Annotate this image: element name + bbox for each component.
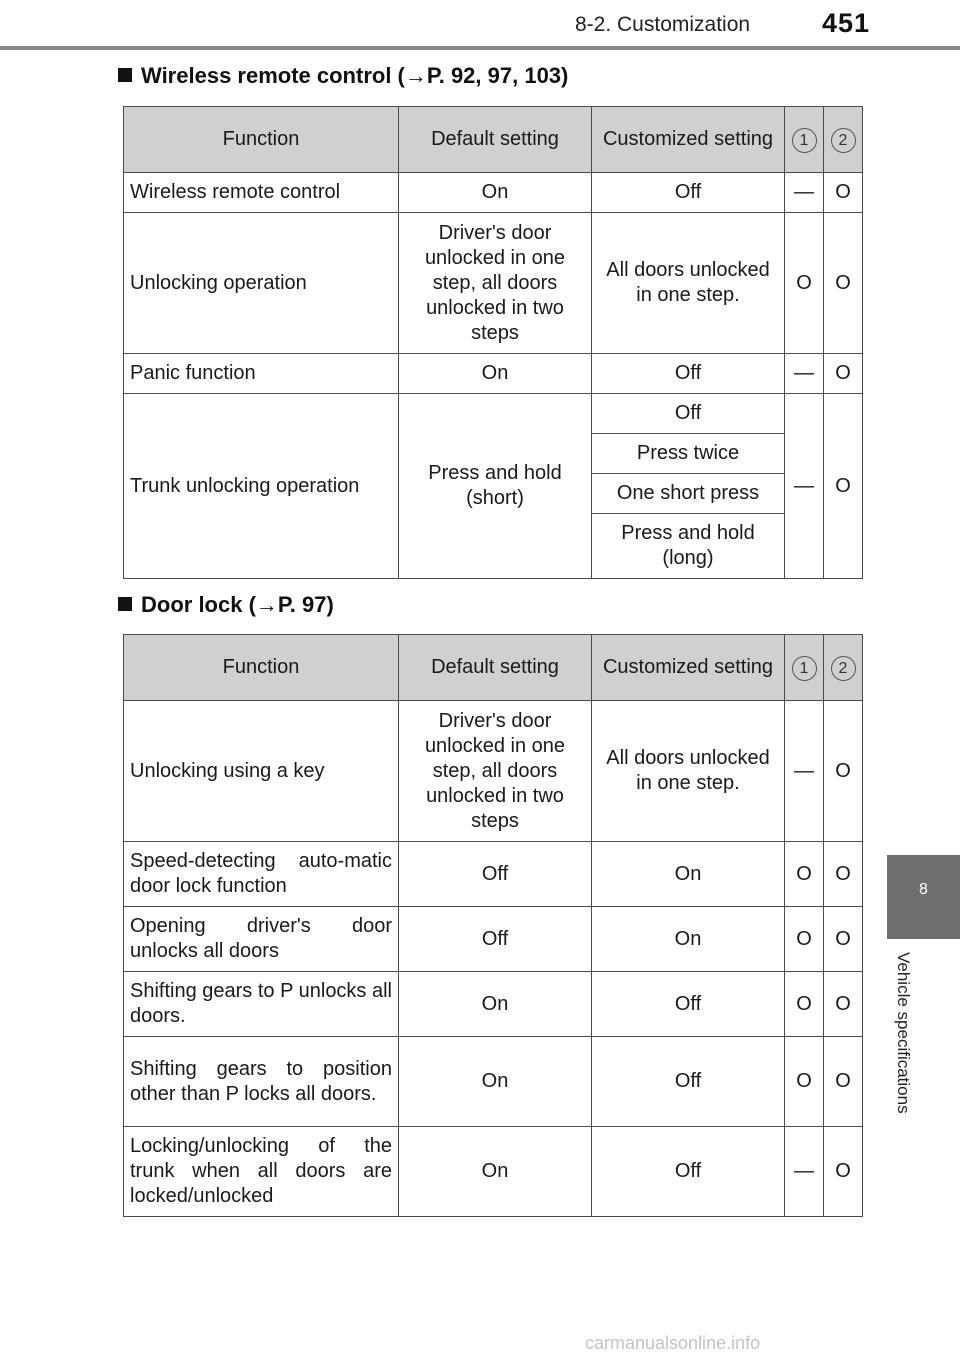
cell-customized: Off — [592, 972, 785, 1037]
cell-customized-option: Press and hold (long) — [592, 514, 785, 579]
table-row — [124, 972, 863, 1037]
table-row — [124, 394, 863, 434]
cell-mode-2: O — [824, 213, 863, 354]
cell-default: Off — [399, 907, 592, 972]
section-title-text: Door lock ( — [141, 592, 256, 617]
table-row — [124, 1037, 863, 1127]
header-default: Default setting — [399, 635, 592, 701]
section-title-text: Wireless remote control ( — [141, 63, 405, 88]
square-bullet-icon — [118, 597, 132, 611]
square-bullet-icon — [118, 68, 132, 82]
header-mode-1 — [785, 107, 824, 173]
cell-default: On — [399, 1127, 592, 1217]
table-row — [124, 1127, 863, 1217]
cell-mode-1: O — [785, 213, 824, 354]
header-function: Function — [124, 635, 399, 701]
cell-customized: Off — [592, 1037, 785, 1127]
header-mode-2 — [824, 107, 863, 173]
cell-mode-1: — — [785, 701, 824, 842]
cell-default: Off — [399, 842, 592, 907]
circled-2-icon: 2 — [831, 656, 856, 681]
page-number: 451 — [822, 8, 871, 38]
circled-2-icon: 2 — [831, 128, 856, 153]
cell-customized: Off — [592, 1127, 785, 1217]
cell-mode-1: — — [785, 1127, 824, 1217]
table-row — [124, 173, 863, 213]
chapter-label — [893, 952, 919, 1152]
header-customized: Customized setting — [592, 635, 785, 701]
cell-default: On — [399, 354, 592, 394]
cell-default: Driver's door unlocked in one step, all doors unlocked in two steps — [399, 701, 592, 842]
cell-function: Opening driver's door unlocks all doors — [124, 907, 399, 972]
cell-function: Locking/unlocking of the trunk when all doors are locked/unlocked — [124, 1127, 399, 1217]
cell-mode-1: — — [785, 354, 824, 394]
section-title-ref: P. 92, 97, 103) — [426, 63, 569, 88]
cell-default: On — [399, 173, 592, 213]
cell-customized-option: One short press — [592, 474, 785, 514]
cell-mode-1: — — [785, 394, 824, 579]
cell-customized: Off — [592, 354, 785, 394]
arrow-right-icon: → — [255, 592, 278, 617]
cell-customized: Off — [592, 173, 785, 213]
cell-mode-2: O — [824, 394, 863, 579]
table-row — [124, 213, 863, 354]
arrow-right-icon: → — [404, 63, 427, 88]
cell-default: Press and hold (short) — [399, 394, 592, 579]
cell-default: On — [399, 972, 592, 1037]
chapter-tab — [887, 855, 960, 939]
table-row — [124, 907, 863, 972]
table-row — [124, 354, 863, 394]
cell-function: Shifting gears to position other than P locks all doors. — [124, 1037, 399, 1127]
cell-function: Speed-detecting auto-matic door lock function — [124, 842, 399, 907]
cell-mode-2: O — [824, 842, 863, 907]
cell-mode-1: O — [785, 842, 824, 907]
header-mode-2 — [824, 635, 863, 701]
cell-mode-1: — — [785, 173, 824, 213]
cell-mode-2: O — [824, 1127, 863, 1217]
table-header-row — [124, 107, 863, 173]
table-row — [124, 842, 863, 907]
header-section-title: 8-2. Customization — [575, 13, 751, 36]
header-default: Default setting — [399, 107, 592, 173]
table-row — [124, 701, 863, 842]
cell-customized: All doors unlocked in one step. — [592, 213, 785, 354]
cell-mode-1: O — [785, 907, 824, 972]
cell-customized: On — [592, 842, 785, 907]
cell-function: Shifting gears to P unlocks all doors. — [124, 972, 399, 1037]
cell-customized-option: Off — [592, 394, 785, 434]
cell-customized-option: Press twice — [592, 434, 785, 474]
cell-mode-2: O — [824, 173, 863, 213]
wireless-remote-table — [123, 106, 863, 579]
section-title-wireless-remote — [118, 63, 568, 89]
table-header-row — [124, 635, 863, 701]
chapter-label-text: Vehicle specifications — [894, 952, 913, 1114]
cell-mode-2: O — [824, 701, 863, 842]
header-divider — [0, 46, 960, 50]
header-customized: Customized setting — [592, 107, 785, 173]
circled-1-icon: 1 — [792, 128, 817, 153]
cell-mode-2: O — [824, 354, 863, 394]
cell-customized: All doors unlocked in one step. — [592, 701, 785, 842]
cell-function: Unlocking using a key — [124, 701, 399, 842]
cell-function: Wireless remote control — [124, 173, 399, 213]
circled-1-icon: 1 — [792, 656, 817, 681]
chapter-number: 8 — [919, 881, 928, 898]
section-title-ref: P. 97) — [277, 592, 334, 617]
cell-mode-2: O — [824, 907, 863, 972]
cell-mode-1: O — [785, 972, 824, 1037]
cell-mode-2: O — [824, 972, 863, 1037]
cell-customized: On — [592, 907, 785, 972]
section-title-door-lock — [118, 592, 334, 618]
watermark: carmanualsonline.info — [585, 1333, 761, 1353]
door-lock-table — [123, 634, 863, 1217]
cell-function: Unlocking operation — [124, 213, 399, 354]
cell-mode-1: O — [785, 1037, 824, 1127]
cell-function: Panic function — [124, 354, 399, 394]
header-mode-1 — [785, 635, 824, 701]
cell-function: Trunk unlocking operation — [124, 394, 399, 579]
cell-default: On — [399, 1037, 592, 1127]
cell-mode-2: O — [824, 1037, 863, 1127]
cell-default: Driver's door unlocked in one step, all doors unlocked in two steps — [399, 213, 592, 354]
header-function: Function — [124, 107, 399, 173]
